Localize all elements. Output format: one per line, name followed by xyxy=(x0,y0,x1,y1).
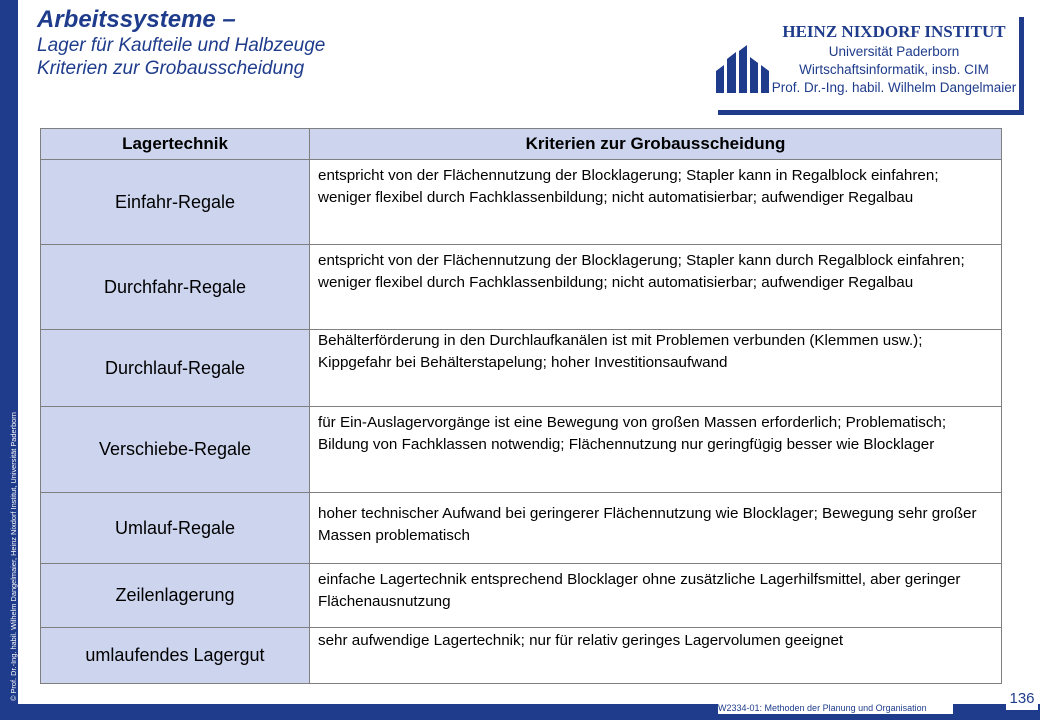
institute-name: HEINZ NIXDORF INSTITUT xyxy=(782,22,1006,41)
row-name: Durchfahr-Regale xyxy=(41,245,310,330)
title-main: Arbeitssysteme – xyxy=(37,6,236,33)
footer-course-title: W2334-01: Methoden der Planung und Organisation xyxy=(718,703,953,714)
institute-logo-text xyxy=(766,21,1022,97)
row-criteria: hoher technischer Aufwand bei geringerer Flächennutzung wie Blocklager; Bewegung sehr großer Massen problematisch xyxy=(310,493,1002,564)
table-row xyxy=(41,493,1002,564)
row-name: Verschiebe-Regale xyxy=(41,407,310,493)
row-name: Umlauf-Regale xyxy=(41,493,310,564)
header-kriterien: Kriterien zur Grobausscheidung xyxy=(310,129,1002,160)
table-row xyxy=(41,160,1002,245)
title-subtitle-1: Lager für Kaufteile und Halbzeuge xyxy=(37,35,326,56)
institute-logo xyxy=(718,17,1024,115)
title-subtitle-2: Kriterien zur Grobausscheidung xyxy=(37,58,305,79)
professor-name: Prof. Dr.-Ing. habil. Wilhelm Dangelmaier xyxy=(771,80,1017,95)
table-row xyxy=(41,245,1002,330)
row-criteria: sehr aufwendige Lagertechnik; nur für relativ geringes Lagervolumen geeignet xyxy=(310,628,1002,684)
table-header-row xyxy=(41,129,1002,160)
slide-title xyxy=(37,6,325,80)
row-name: Einfahr-Regale xyxy=(41,160,310,245)
row-criteria: entspricht von der Flächennutzung der Blocklagerung; Stapler kann in Regalblock einfahren; weniger flexibel durch Fachklassenbildung; nicht automatisierbar; aufwendiger Regalbau xyxy=(310,160,1002,245)
copyright-text: © Prof. Dr.-Ing. habil. Wilhelm Dangelmaier, Heinz Nixdorf Institut, Universität Paderborn xyxy=(9,412,18,701)
department-name: Wirtschaftsinformatik, insb. CIM xyxy=(799,62,989,77)
table-row xyxy=(41,628,1002,684)
row-criteria: entspricht von der Flächennutzung der Blocklagerung; Stapler kann durch Regalblock einfahren; weniger flexibel durch Fachklassenbildung; nicht automatisierbar; aufwendiger Regalbau xyxy=(310,245,1002,330)
institute-logo-icon xyxy=(712,31,772,101)
table-row xyxy=(41,330,1002,407)
row-criteria: einfache Lagertechnik entsprechend Blocklager ohne zusätzliche Lagerhilfsmittel, aber geringer Flächenausnutzung xyxy=(310,564,1002,628)
left-sidebar-bar xyxy=(0,0,18,720)
row-criteria: für Ein-Auslagervorgänge ist eine Bewegung von großen Massen erforderlich; Problematisch; Bildung von Fachklassen notwendig; Flächennutzung nur geringfügig besser wie Blocklager xyxy=(310,407,1002,493)
row-name: umlaufendes Lagergut xyxy=(41,628,310,684)
table-row xyxy=(41,564,1002,628)
header-lagertechnik: Lagertechnik xyxy=(41,129,310,160)
row-name: Zeilenlagerung xyxy=(41,564,310,628)
criteria-table xyxy=(40,128,1002,684)
table-row xyxy=(41,407,1002,493)
university-name: Universität Paderborn xyxy=(828,44,960,59)
row-name: Durchlauf-Regale xyxy=(41,330,310,407)
page-number: 136 xyxy=(1006,688,1038,710)
row-criteria: Behälterförderung in den Durchlaufkanälen ist mit Problemen verbunden (Klemmen usw.); Kippgefahr bei Behälterstapelung; hoher Investitionsaufwand xyxy=(310,330,1002,407)
